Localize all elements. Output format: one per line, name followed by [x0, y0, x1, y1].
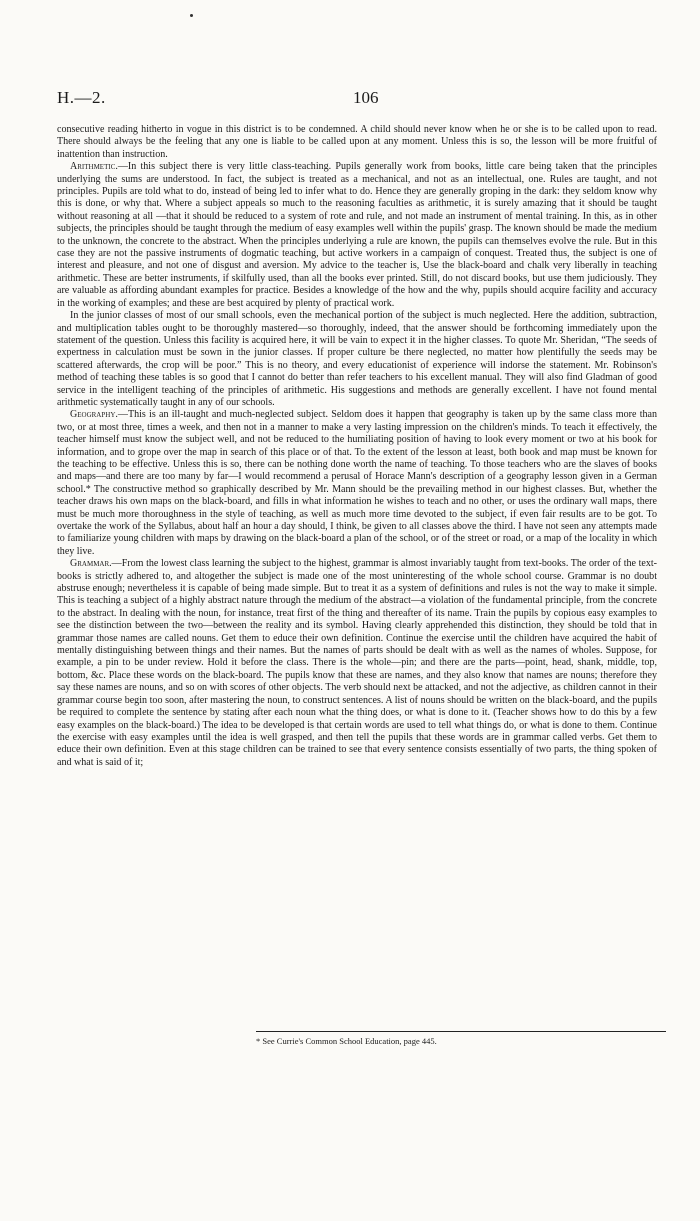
section-heading-geography: Geography.	[70, 409, 118, 421]
section-heading-grammar: Grammar.	[70, 558, 112, 570]
paragraph-arithmetic: Arithmetic.—In this subject there is very little class-teaching. Pupils generally work from books, little care being taken that the principles underlying the sums are understood. In fact, the subject is treated as a mechanical, and not as an intellectual, one. Rules are taught, and not principles. Pupils are told what to do, instead of being led to infer what to do. Hence they are generally groping in the dark: they seldom know why this is done, or why that. Where a subject appeals so much to the reasoning faculties as arithmetic, it is surely amazing that it should be taught without reasoning at all —that it should be reduced to a system of rote and rule, and not made an instrument of mental training. In this, as in other subjects, the principles should be taught through the medium of easy examples well within the pupils' grasp. The known should be made the medium to the unknown, the concrete to the abstract. When the principles underlying a rule are known, the pupils can themselves evolve the rule. But in this case they are not the passive instruments of dogmatic teaching, but active workers in a campaign of conquest. Treated thus, the subject is one of interest and pleasure, and not one of disgust and aversion. My advice to the teacher is, Use the black-board and chalk very liberally in teaching arithmetic. These are better instruments, if skilfully used, than all the books ever printed. Still, do not discard books, but use them judiciously. They are valuable as affording abundant examples for practice. Besides a knowledge of the how and the why, pupils should acquire facility and accuracy in the working of examples; and these are best acquired by plenty of practical work.	[57, 161, 657, 309]
paragraph-reading: consecutive reading hitherto in vogue in this district is to be condemned. A child should never know when he or she is to be called upon to read. There should always be the feeling that any one is liable to be called upon at any moment. Unless this is so, the lesson will be more fruitful of inattention than instruction.	[57, 124, 657, 160]
footnote: * See Currie's Common School Education, page 445.	[256, 1036, 437, 1046]
ink-speck	[190, 14, 193, 17]
body-text	[57, 124, 657, 769]
paragraph-grammar: Grammar.—From the lowest class learning the subject to the highest, grammar is almost invariably taught from text-books. The order of the text-books is strictly adhered to, and altogether the subject is made one of the most uninteresting of the whole school course. Grammar is no doubt abstruse enough; nevertheless it is capable of being made simple. But to treat it as a system of definitions and rules is not the way to make it simple. This is teaching a subject of a highly abstract nature through the medium of the abstract—a violation of the fundamental principle, from the concrete to the abstract. In dealing with the noun, for instance, treat first of the thing and thereafter of its name. Train the pupils by copious easy examples to see the distinction between the two—between the reality and its symbol. Having clearly apprehended this distinction, they should be told that in grammar those names are called nouns. Get them to educe their own definition. Continue the exercise until the children have acquired the habit of mentally distinguishing between things and their names. But the names of parts should be dealt with as well as the names of wholes. Suppose, for example, a pin to be under review. Hold it before the class. There is the whole—pin; and there are the parts—point, head, shank, middle, top, bottom, &c. Place these words on the black-board. The pupils know that these are names, and they also know that names are nouns; therefore they say these names are nouns, and so on with scores of other objects. The verb should next be attacked, and not the adjective, as children cannot in their grammar course begin too soon, after mastering the noun, to construct sentences. A list of nouns should be written on the black-board, and the pupils be required to complete the sentence by stating after each noun what the thing does, or what is done to it. (Teacher shows how to do this by a few easy examples on the black-board.) The idea to be developed is that certain words are used to tell what things do, or what is done to them. Continue the exercise with easy examples until the idea is well grasped, and then tell the pupils that these words are in grammar called verbs. Get them to educe their own definition. Even at this stage children can be trained to see that every sentence consists essentially of two parts, the thing spoken of and what is said of it;	[57, 558, 657, 768]
page-number: 106	[353, 88, 379, 107]
section-heading-arithmetic: Arithmetic.	[70, 161, 118, 173]
paragraph-junior-classes: In the junior classes of most of our small schools, even the mechanical portion of the subject is much neglected. Here the addition, subtraction, and multiplication tables ought to be thoroughly mastered—so thoroughly, indeed, that the answer should be forthcoming immediately upon the statement of the question. Unless this facility is acquired here, it will be vain to expect it in the higher classes. To quote Mr. Sheridan, “The seeds of expertness in calculation must be sown in the junior classes. If proper culture be there neglected, no matter how plentifully the seeds may be scattered afterwards, the crop will be poor.” This is no theory, and every educationist of experience will indorse the statement. Mr. Robinson's method of teaching these tables is so good that I cannot do better than refer teachers to his excellent manual. They will also find Gladman of good service in the intelligent teaching of the principles of arithmetic. His suggestions and methods are generally excellent. I have not found mental arithmetic systematically taught in any of our schools.	[57, 310, 657, 408]
document-reference: H.—2.	[57, 88, 106, 107]
footnote-divider	[256, 1031, 666, 1032]
paragraph-geography: Geography.—This is an ill-taught and much-neglected subject. Seldom does it happen that geography is taken up by the same class more than two, or at most three, times a week, and then not in a manner to make a very lasting impression on the children's minds. To teach it effectively, the teacher himself must know the subject well, and not be reduced to the humiliating position of having to look every moment or two at his book for information, and to grope over the map in search of this place or of that. To the extent of the lesson at least, both book and map must be known for the teaching to be effective. Unless this is so, there can be nothing done worth the name of teaching. To those teachers who are the slaves of books and maps—and there are too many by far—I would recommend a perusal of Horace Mann's description of a geography lesson given in a German school.* The constructive method so graphically described by Mr. Mann should be the prevailing method in our highest classes. But, whether the teacher draws his own maps on the black-board, and fills in what information he wishes to teach and no other, or uses the ordinary wall maps, there must be much more thoroughness in the style of teaching, as well as much more time devoted to the subject, if even fair results are to be got. To overtake the work of the Syllabus, about half an hour a day should, I think, be given to all classes above the third. I have not seen any attempts made to familiarize young children with maps by drawing on the black-board a plan of the school, or of the street or road, or a map of the locality in which they live.	[57, 409, 657, 557]
